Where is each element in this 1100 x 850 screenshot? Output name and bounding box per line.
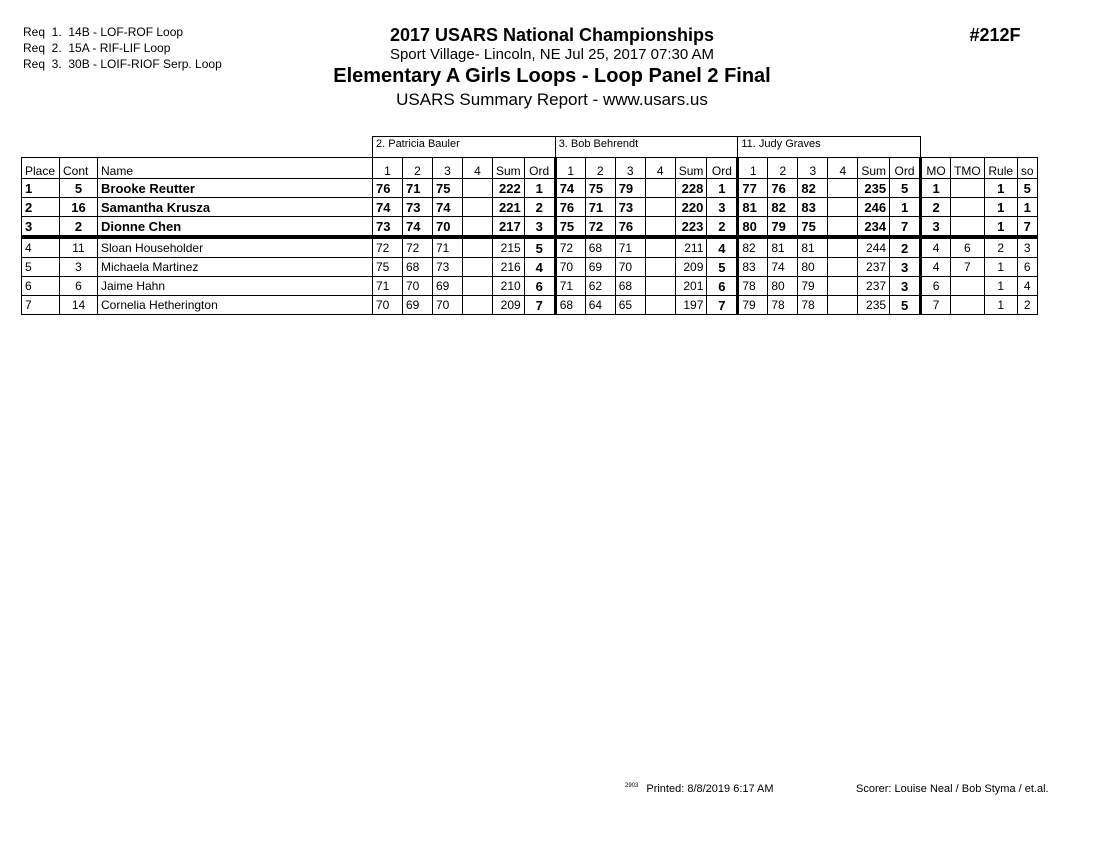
- score-3-cell: 83: [798, 198, 828, 217]
- sum-cell: 209: [675, 258, 707, 277]
- requirement-line: Req 3. 30B - LOIF-RIOF Serp. Loop: [23, 57, 222, 71]
- so-cell: 5: [1017, 179, 1037, 198]
- printed-info: [625, 783, 774, 795]
- score-4-cell: [828, 277, 858, 296]
- ord-cell: 5: [890, 296, 921, 315]
- score-4-cell: [645, 296, 675, 315]
- ord-cell: 2: [707, 217, 738, 238]
- score-4-cell: [828, 217, 858, 238]
- score-4-cell: [463, 277, 493, 296]
- ord-cell: 2: [524, 198, 555, 217]
- sum-cell: 197: [675, 296, 707, 315]
- score-1-cell: 68: [555, 296, 585, 315]
- score-1-cell: 70: [373, 296, 403, 315]
- so-cell: 6: [1017, 258, 1037, 277]
- col-mo: MO: [921, 158, 951, 179]
- score-3-cell: 68: [615, 277, 645, 296]
- score-4-cell: [463, 237, 493, 258]
- skater-name-cell: Jaime Hahn: [98, 277, 373, 296]
- score-2-cell: 78: [768, 296, 798, 315]
- scorer-info: Scorer: Louise Neal / Bob Styma / et.al.: [856, 783, 1049, 795]
- tmo-cell: 7: [951, 258, 985, 277]
- score-1-cell: 80: [738, 217, 768, 238]
- sum-cell: 223: [675, 217, 707, 238]
- score-4-cell: [645, 179, 675, 198]
- col-score-4: 4: [828, 158, 858, 179]
- score-4-cell: [645, 217, 675, 238]
- table-row: [22, 237, 1038, 258]
- score-4-cell: [463, 179, 493, 198]
- score-1-cell: 73: [373, 217, 403, 238]
- judge-name: 2. Patricia Bauler: [373, 137, 556, 158]
- col-score-1: 1: [555, 158, 585, 179]
- score-3-cell: 78: [798, 296, 828, 315]
- ord-cell: 6: [707, 277, 738, 296]
- cont-cell: 16: [60, 198, 98, 217]
- so-cell: 4: [1017, 277, 1037, 296]
- sum-cell: 211: [675, 237, 707, 258]
- event-title: Elementary A Girls Loops - Loop Panel 2 Final: [333, 65, 771, 87]
- col-score-1: 1: [738, 158, 768, 179]
- col-score-4: 4: [463, 158, 493, 179]
- score-2-cell: 62: [585, 277, 615, 296]
- sum-cell: 246: [858, 198, 890, 217]
- sum-cell: 237: [858, 258, 890, 277]
- score-1-cell: 71: [555, 277, 585, 296]
- tmo-cell: [951, 217, 985, 238]
- score-2-cell: 68: [403, 258, 433, 277]
- col-ord: Ord: [890, 158, 921, 179]
- score-3-cell: 79: [798, 277, 828, 296]
- rule-cell: 1: [984, 296, 1017, 315]
- score-2-cell: 69: [403, 296, 433, 315]
- cont-cell: 11: [60, 237, 98, 258]
- score-2-cell: 80: [768, 277, 798, 296]
- table-row: [22, 198, 1038, 217]
- score-3-cell: 71: [615, 237, 645, 258]
- score-2-cell: 82: [768, 198, 798, 217]
- rule-cell: 1: [984, 277, 1017, 296]
- score-4-cell: [645, 277, 675, 296]
- cont-cell: 14: [60, 296, 98, 315]
- col-cont: Cont: [60, 158, 98, 179]
- score-1-cell: 70: [555, 258, 585, 277]
- place-cell: 7: [22, 296, 60, 315]
- rule-cell: 1: [984, 198, 1017, 217]
- ord-cell: 3: [524, 217, 555, 238]
- place-cell: 3: [22, 217, 60, 238]
- rule-cell: 2: [984, 237, 1017, 258]
- score-4-cell: [828, 198, 858, 217]
- col-so: so: [1017, 158, 1037, 179]
- score-4-cell: [463, 198, 493, 217]
- report-code: 2903: [625, 783, 639, 789]
- mo-cell: 6: [921, 277, 951, 296]
- skater-name-cell: Brooke Reutter: [98, 179, 373, 198]
- score-3-cell: 76: [615, 217, 645, 238]
- score-4-cell: [645, 198, 675, 217]
- col-score-2: 2: [585, 158, 615, 179]
- competition-title: 2017 USARS National Championships: [389, 25, 715, 45]
- score-3-cell: 65: [615, 296, 645, 315]
- score-2-cell: 76: [768, 179, 798, 198]
- cont-cell: 6: [60, 277, 98, 296]
- score-2-cell: 74: [768, 258, 798, 277]
- sum-cell: 221: [493, 198, 525, 217]
- table-row: [22, 217, 1038, 238]
- cont-cell: 5: [60, 179, 98, 198]
- col-ord: Ord: [524, 158, 555, 179]
- score-3-cell: 79: [615, 179, 645, 198]
- cont-cell: 2: [60, 217, 98, 238]
- score-1-cell: 81: [738, 198, 768, 217]
- score-4-cell: [463, 296, 493, 315]
- sum-cell: 228: [675, 179, 707, 198]
- col-score-3: 3: [798, 158, 828, 179]
- tmo-cell: [951, 277, 985, 296]
- score-2-cell: 69: [585, 258, 615, 277]
- mo-cell: 7: [921, 296, 951, 315]
- rule-cell: 1: [984, 258, 1017, 277]
- score-2-cell: 68: [585, 237, 615, 258]
- so-cell: 2: [1017, 296, 1037, 315]
- place-cell: 2: [22, 198, 60, 217]
- score-2-cell: 64: [585, 296, 615, 315]
- mo-cell: 2: [921, 198, 951, 217]
- table-row: [22, 277, 1038, 296]
- rule-cell: 1: [984, 217, 1017, 238]
- ord-cell: 3: [890, 277, 921, 296]
- score-2-cell: 71: [403, 179, 433, 198]
- ord-cell: 7: [707, 296, 738, 315]
- table-row: [22, 258, 1038, 277]
- score-2-cell: 73: [403, 198, 433, 217]
- tmo-cell: [951, 296, 985, 315]
- skater-name-cell: Cornelia Hetherington: [98, 296, 373, 315]
- sum-cell: 217: [493, 217, 525, 238]
- sum-cell: 210: [493, 277, 525, 296]
- ord-cell: 4: [707, 237, 738, 258]
- col-place: Place: [22, 158, 60, 179]
- score-2-cell: 74: [403, 217, 433, 238]
- ord-cell: 7: [890, 217, 921, 238]
- judge-name: 3. Bob Behrendt: [555, 137, 738, 158]
- sum-cell: 215: [493, 237, 525, 258]
- score-1-cell: 76: [373, 179, 403, 198]
- score-3-cell: 70: [433, 296, 463, 315]
- skater-name-cell: Michaela Martinez: [98, 258, 373, 277]
- score-1-cell: 72: [373, 237, 403, 258]
- ord-cell: 5: [890, 179, 921, 198]
- sum-cell: 209: [493, 296, 525, 315]
- so-cell: 3: [1017, 237, 1037, 258]
- ord-cell: 5: [524, 237, 555, 258]
- place-cell: 1: [22, 179, 60, 198]
- ord-cell: 1: [707, 179, 738, 198]
- col-ord: Ord: [707, 158, 738, 179]
- tmo-cell: [951, 198, 985, 217]
- requirement-line: Req 1. 14B - LOF-ROF Loop: [23, 25, 184, 39]
- place-cell: 6: [22, 277, 60, 296]
- col-score-3: 3: [433, 158, 463, 179]
- score-2-cell: 81: [768, 237, 798, 258]
- score-3-cell: 74: [433, 198, 463, 217]
- venue-date: Sport Village- Lincoln, NE Jul 25, 2017 07:30 AM: [389, 46, 715, 63]
- col-score-2: 2: [768, 158, 798, 179]
- col-sum: Sum: [858, 158, 890, 179]
- sum-cell: 201: [675, 277, 707, 296]
- score-4-cell: [828, 258, 858, 277]
- mo-cell: 3: [921, 217, 951, 238]
- requirements-list: [23, 24, 222, 72]
- col-tmo: TMO: [951, 158, 985, 179]
- so-cell: 1: [1017, 198, 1037, 217]
- col-name: Name: [98, 158, 373, 179]
- tmo-cell: 6: [951, 237, 985, 258]
- ord-cell: 7: [524, 296, 555, 315]
- col-score-3: 3: [615, 158, 645, 179]
- sum-cell: 235: [858, 179, 890, 198]
- score-3-cell: 70: [433, 217, 463, 238]
- skater-name-cell: Samantha Krusza: [98, 198, 373, 217]
- tmo-cell: [951, 179, 985, 198]
- ord-cell: 4: [524, 258, 555, 277]
- score-2-cell: 72: [585, 217, 615, 238]
- score-1-cell: 71: [373, 277, 403, 296]
- score-2-cell: 75: [585, 179, 615, 198]
- score-2-cell: 71: [585, 198, 615, 217]
- printed-date: Printed: 8/8/2019 6:17 AM: [646, 783, 774, 795]
- sum-cell: 235: [858, 296, 890, 315]
- score-1-cell: 74: [373, 198, 403, 217]
- place-cell: 4: [22, 237, 60, 258]
- col-score-4: 4: [645, 158, 675, 179]
- score-3-cell: 71: [433, 237, 463, 258]
- ord-cell: 1: [524, 179, 555, 198]
- mo-cell: 4: [921, 237, 951, 258]
- mo-cell: 1: [921, 179, 951, 198]
- score-1-cell: 76: [555, 198, 585, 217]
- score-3-cell: 73: [433, 258, 463, 277]
- score-3-cell: 80: [798, 258, 828, 277]
- ord-cell: 6: [524, 277, 555, 296]
- score-1-cell: 75: [373, 258, 403, 277]
- rule-cell: 1: [984, 179, 1017, 198]
- col-score-2: 2: [403, 158, 433, 179]
- skater-name-cell: Dionne Chen: [98, 217, 373, 238]
- col-rule: Rule: [984, 158, 1017, 179]
- so-cell: 7: [1017, 217, 1037, 238]
- table-row: [22, 179, 1038, 198]
- score-1-cell: 78: [738, 277, 768, 296]
- sum-cell: 244: [858, 237, 890, 258]
- ord-cell: 3: [890, 258, 921, 277]
- score-2-cell: 79: [768, 217, 798, 238]
- judge-header-row: [22, 137, 1038, 158]
- score-2-cell: 72: [403, 237, 433, 258]
- ord-cell: 3: [707, 198, 738, 217]
- results-body: [22, 179, 1038, 315]
- score-3-cell: 69: [433, 277, 463, 296]
- event-number: #212F: [969, 25, 1021, 45]
- score-3-cell: 75: [798, 217, 828, 238]
- ord-cell: 1: [890, 198, 921, 217]
- score-4-cell: [463, 258, 493, 277]
- place-cell: 5: [22, 258, 60, 277]
- col-score-1: 1: [373, 158, 403, 179]
- score-3-cell: 75: [433, 179, 463, 198]
- score-1-cell: 75: [555, 217, 585, 238]
- results-table: [21, 136, 1038, 315]
- col-sum: Sum: [675, 158, 707, 179]
- score-3-cell: 81: [798, 237, 828, 258]
- score-4-cell: [828, 179, 858, 198]
- score-1-cell: 83: [738, 258, 768, 277]
- cont-cell: 3: [60, 258, 98, 277]
- score-4-cell: [645, 237, 675, 258]
- report-name: USARS Summary Report - www.usars.us: [396, 90, 708, 109]
- skater-name-cell: Sloan Householder: [98, 237, 373, 258]
- score-4-cell: [828, 296, 858, 315]
- score-2-cell: 70: [403, 277, 433, 296]
- score-1-cell: 74: [555, 179, 585, 198]
- score-4-cell: [645, 258, 675, 277]
- score-1-cell: 82: [738, 237, 768, 258]
- score-4-cell: [463, 217, 493, 238]
- column-header-row: [22, 158, 1038, 179]
- judge-name: 11. Judy Graves: [738, 137, 921, 158]
- ord-cell: 5: [707, 258, 738, 277]
- sum-cell: 234: [858, 217, 890, 238]
- mo-cell: 4: [921, 258, 951, 277]
- score-4-cell: [828, 237, 858, 258]
- requirement-line: Req 2. 15A - RIF-LIF Loop: [23, 41, 171, 55]
- sum-cell: 220: [675, 198, 707, 217]
- score-3-cell: 73: [615, 198, 645, 217]
- table-row: [22, 296, 1038, 315]
- ord-cell: 2: [890, 237, 921, 258]
- col-sum: Sum: [493, 158, 525, 179]
- score-1-cell: 77: [738, 179, 768, 198]
- score-3-cell: 70: [615, 258, 645, 277]
- score-1-cell: 72: [555, 237, 585, 258]
- score-1-cell: 79: [738, 296, 768, 315]
- sum-cell: 222: [493, 179, 525, 198]
- score-3-cell: 82: [798, 179, 828, 198]
- sum-cell: 237: [858, 277, 890, 296]
- sum-cell: 216: [493, 258, 525, 277]
